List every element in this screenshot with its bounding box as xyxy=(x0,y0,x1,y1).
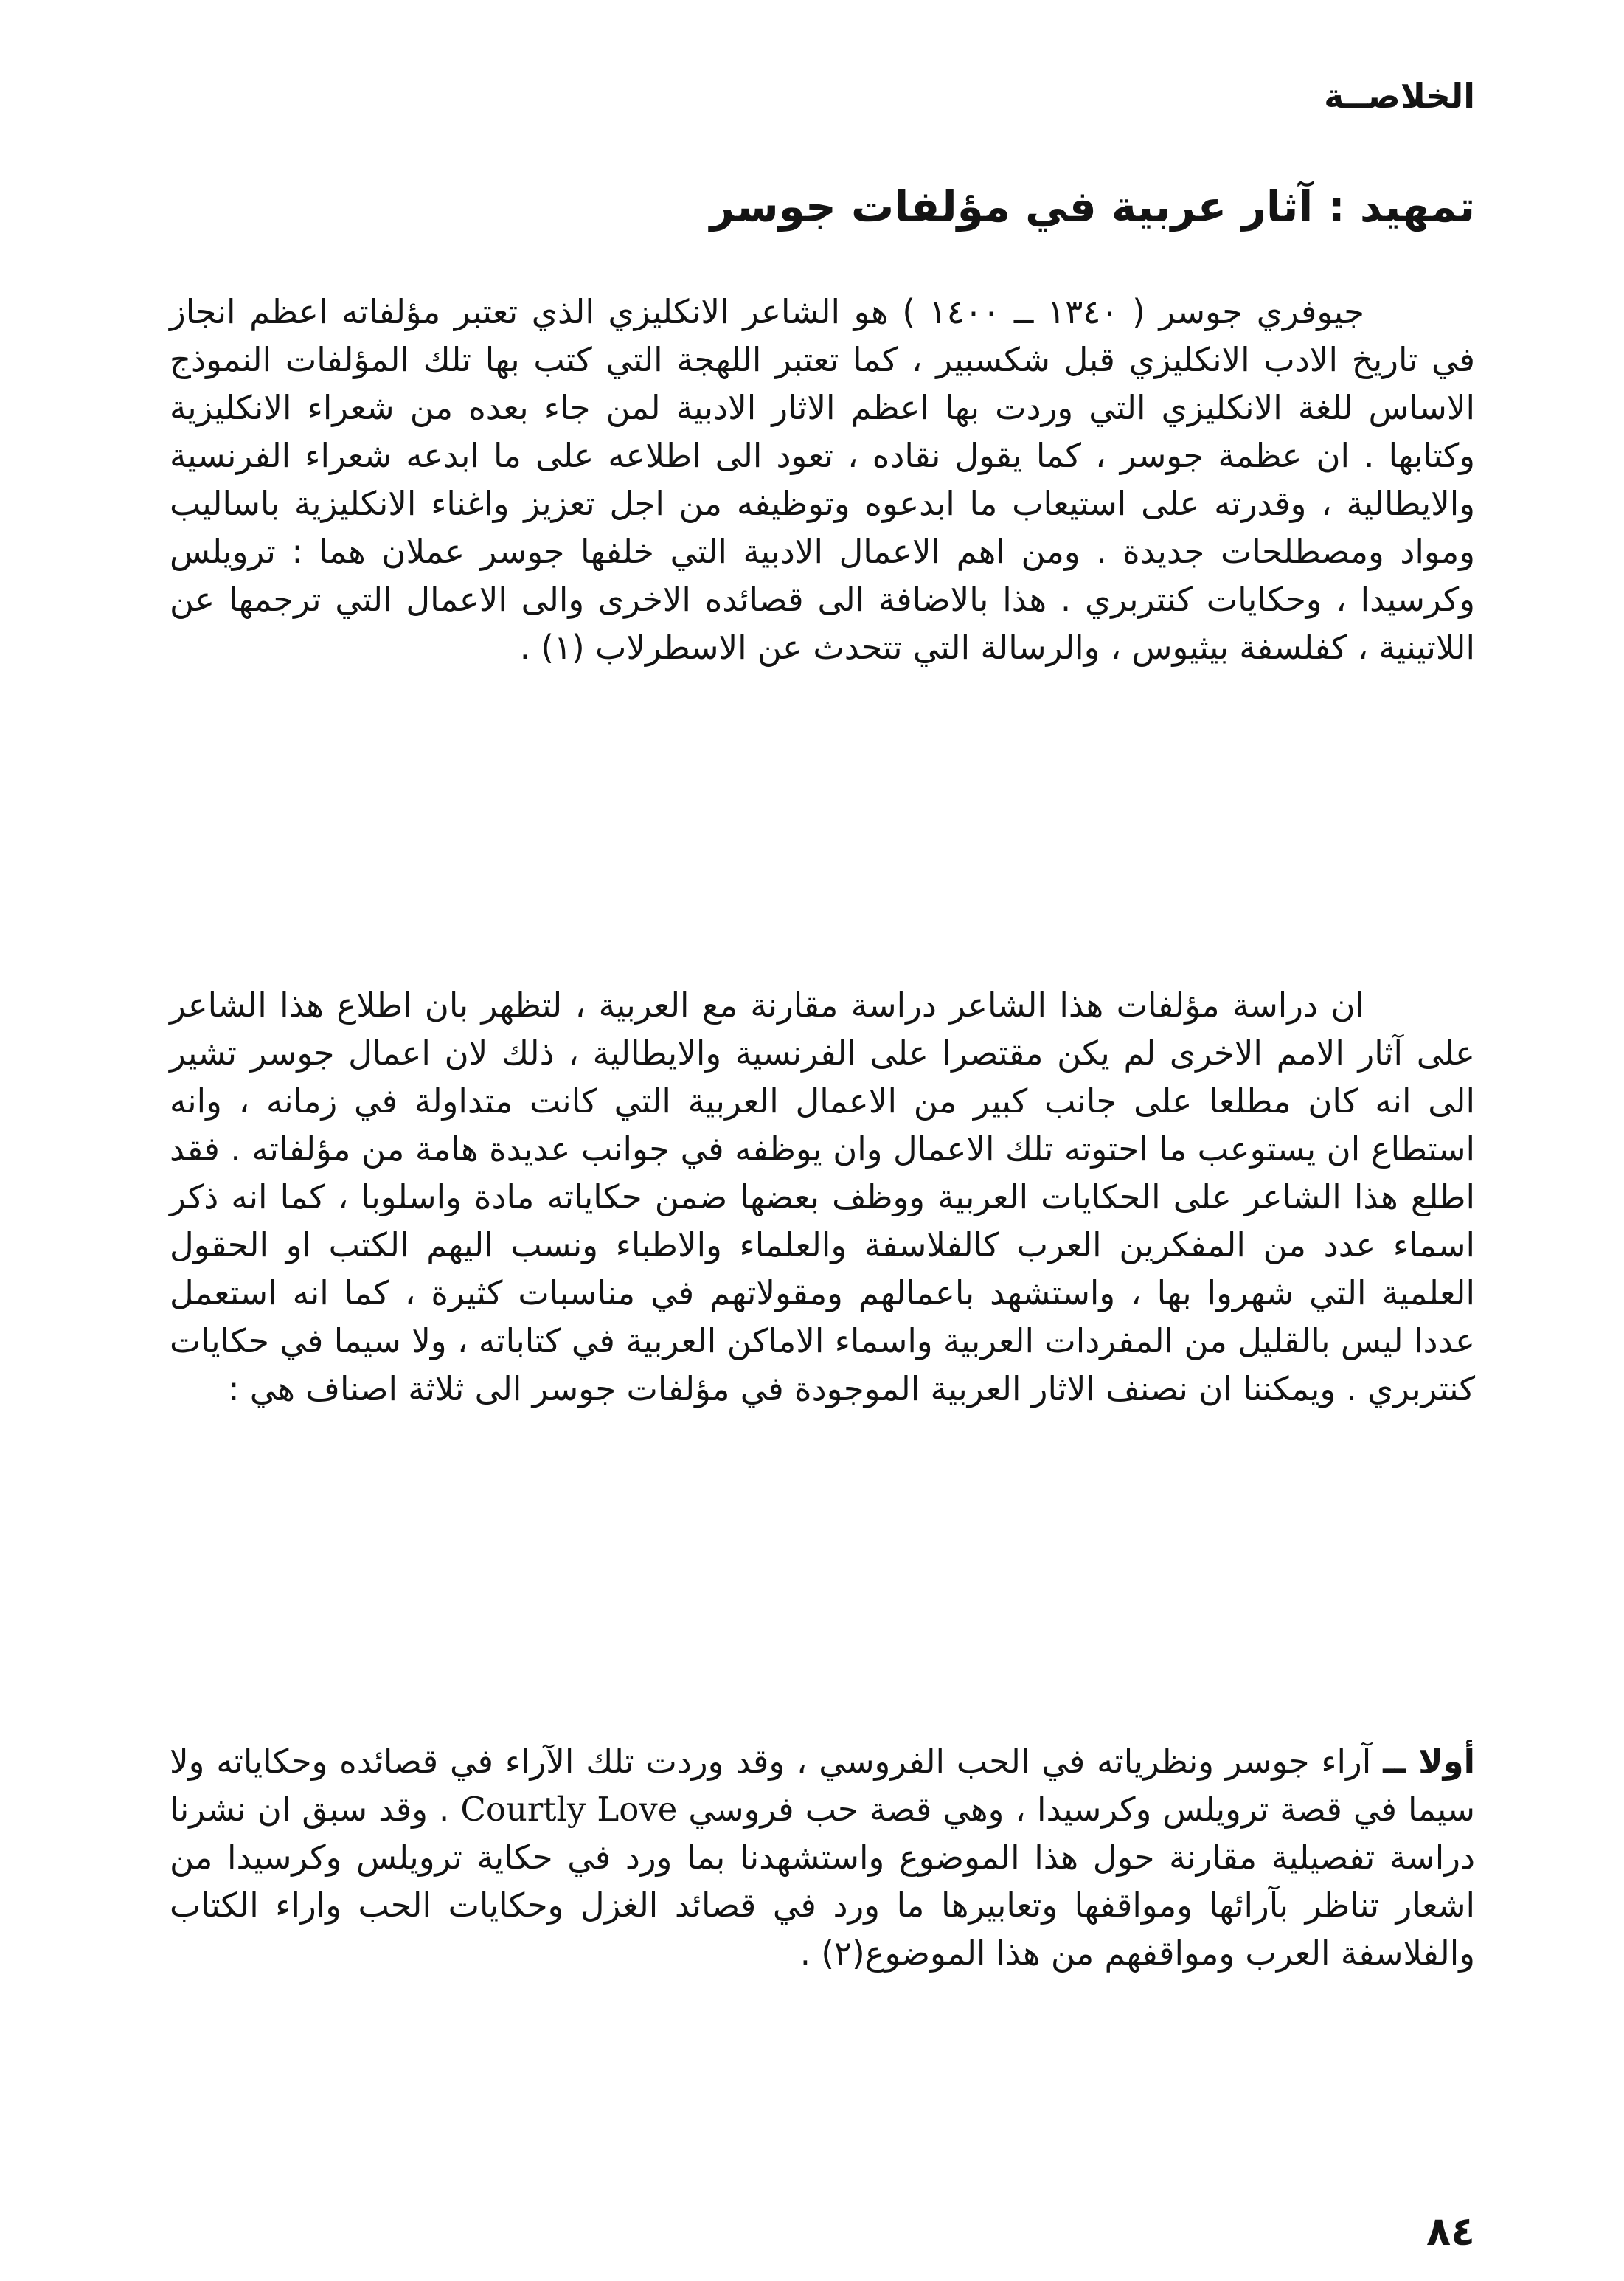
paragraph-3-text-before: آراء جوسر ونظرياته في الحب الفروسي ، وقد وردت تلك الآراء في قصائده وحكاياته ولا سيما في قصة ترويلس وكرسيدا ، وهي قصة حب فروسي xyxy=(170,1742,1475,1829)
document-page xyxy=(170,0,1475,2281)
page-number: ٨٤ xyxy=(1426,2208,1475,2254)
paragraph-1-text: جيوفري جوسر ( ١٣٤٠ ــ ١٤٠٠ ) هو الشاعر الانكليزي الذي تعتبر مؤلفاته اعظم انجاز في تاريخ الادب الانكليزي قبل شكسبير ، كما تعتبر اللهجة التي كتب بها تلك المؤلفات النموذج الاساس للغة الانكليزي التي وردت بها اعظم الاثار الادبية لمن جاء بعده من شعراء الانكليزية وكتابها . ان عظمة جوسر ، كما يقول نقاده ، تعود الى اطلاعه على ما ابدعه شعراء الفرنسية والايطالية ، وقدرته على استيعاب ما ابدعوه وتوظيفه من اجل تعزيز واغناء الانكليزية باساليب ومواد ومصطلحات جديدة . ومن اهم الاعمال الادبية التي خلفها جوسر عملان هما : ترويلس وكرسيدا ، وحكايات كنتربري . هذا بالاضافة الى قصائده الاخرى والى الاعمال التي ترجمها عن اللاتينية ، كفلسفة بيثيوس ، والرسالة التي تتحدث عن الاسطرلاب (١) . xyxy=(170,292,1475,667)
latin-term: Courtly Love xyxy=(460,1790,678,1829)
paragraph-2 xyxy=(170,981,1475,1413)
paragraph-3 xyxy=(170,1737,1475,1977)
section-title: تمهيد : آثار عربية في مؤلفات جوسر xyxy=(709,181,1475,232)
running-head-title: الخلاصــة xyxy=(1324,76,1475,116)
paragraph-1 xyxy=(170,288,1475,671)
paragraph-2-text: ان دراسة مؤلفات هذا الشاعر دراسة مقارنة مع العربية ، لتظهر بان اطلاع هذا الشاعر على آثار الامم الاخرى لم يكن مقتصرا على الفرنسية والايطالية ، ذلك لان اعمال جوسر تشير الى انه كان مطلعا على جانب كبير من الاعمال العربية التي كانت متداولة في زمانه ، وانه استطاع ان يستوعب ما احتوته تلك الاعمال وان يوظفه في جوانب عديدة هامة من مؤلفاته . فقد اطلع هذا الشاعر على الحكايات العربية ووظف بعضها ضمن حكاياته مادة واسلوبا ، كما انه ذكر اسماء عدد من المفكرين العرب كالفلاسفة والعلماء والاطباء ونسب اليهم الكتب او الحقول العلمية التي شهروا بها ، واستشهد باعمالهم ومقولاتهم في مناسبات كثيرة ، كما انه استعمل عددا ليس بالقليل من المفردات العربية واسماء الاماكن العربية في كتاباته ، ولا سيما في حكايات كنتربري . ويمكننا ان نصنف الاثار العربية الموجودة في مؤلفات جوسر الى ثلاثة اصناف هي : xyxy=(170,986,1475,1408)
paragraph-3-text-after: . وقد سبق ان نشرنا دراسة تفصيلية مقارنة حول هذا الموضوع واستشهدنا بما ورد في حكاية ترويلس وكرسيدا من اشعار تناظر بآرائها ومواقفها وتعابيرها ما ورد في قصائد الغزل وحكايات الحب واراء الكتاب والفلاسفة العرب ومواقفهم من هذا الموضوع(٢) . xyxy=(170,1790,1475,1973)
paragraph-3-lead: أولا ــ xyxy=(1383,1742,1476,1781)
